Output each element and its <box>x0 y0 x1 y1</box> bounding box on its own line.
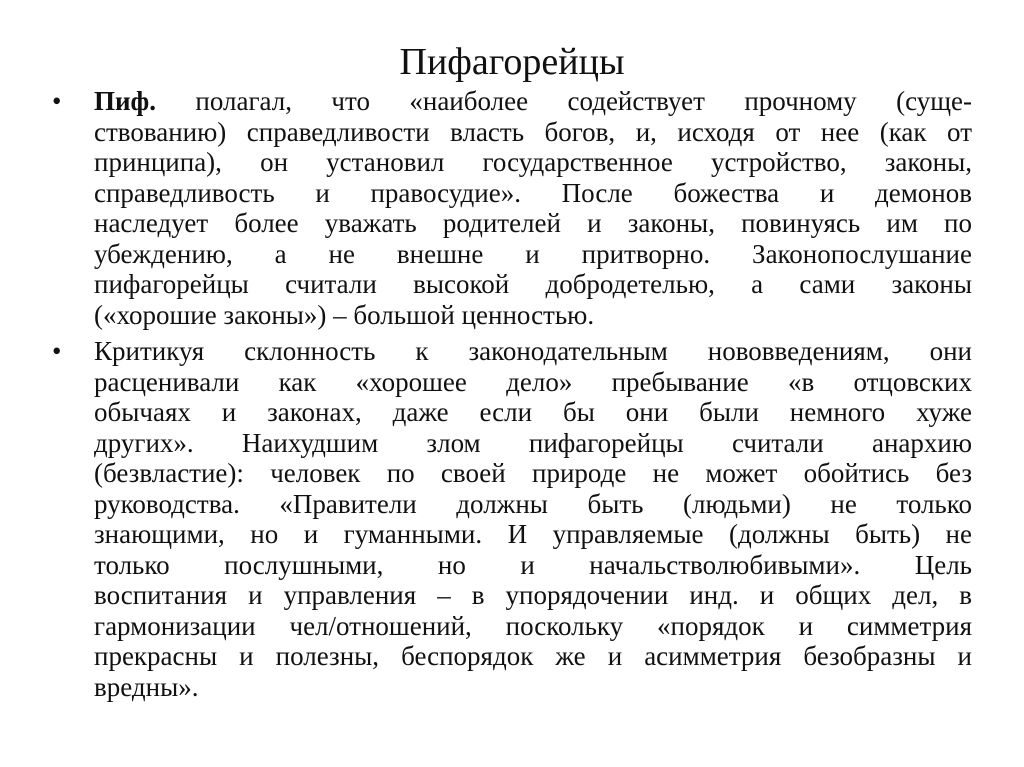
text-line <box>94 580 972 611</box>
paragraph-2 <box>94 336 972 702</box>
line-text: других». Наихудшим злом пифагорейцы считали анархию <box>94 427 972 458</box>
line-text: расценивали как «хорошее дело» пребывание «в отцовских <box>94 366 972 397</box>
line-text: руководства. «Правители должны быть (людьми) не только <box>94 488 972 519</box>
bullet-icon: • <box>52 336 62 366</box>
text-line <box>94 672 972 703</box>
line-text: («хорошие законы») – большой ценностью. <box>94 299 595 330</box>
text-line <box>94 428 972 459</box>
text-line <box>94 117 972 148</box>
text-line <box>94 489 972 520</box>
text-line <box>94 550 972 581</box>
line-text: гармонизации чел/отношений, поскольку «порядок и симметрия <box>94 610 972 641</box>
line-text: принципа), он установил государственное устройство, законы, <box>94 147 972 177</box>
paragraph-1 <box>94 86 972 330</box>
line-text: полагал, что «наиболее содействует прочному (суще- <box>156 86 972 116</box>
bold-lead: Пиф. <box>94 86 156 116</box>
text-line <box>94 367 972 398</box>
text-line <box>94 397 972 428</box>
line-text: ствованию) справедливости власть богов, и, исходя от нее (как от <box>94 116 972 147</box>
text-line <box>94 208 972 239</box>
line-text: воспитания и управления – в упорядочении инд. и общих дел, в <box>94 580 972 610</box>
text-line <box>94 239 972 270</box>
text-line <box>94 178 972 209</box>
line-text: знающими, но и гуманными. И управляемые (должны быть) не <box>94 519 972 549</box>
line-text: обычаях и законах, даже если бы они были немного хуже <box>94 397 972 427</box>
text-line <box>94 147 972 178</box>
line-text: справедливость и правосудие». После божества и демонов <box>94 177 972 208</box>
line-text: только послушными, но и начальстволюбивыми». Цель <box>94 549 972 580</box>
text-line <box>94 86 972 117</box>
bullet-icon: • <box>52 86 62 116</box>
line-text: убеждению, а не внешне и притворно. Законопослушание <box>94 238 972 269</box>
line-text: вредны». <box>94 671 199 702</box>
line-text: наследует более уважать родителей и законы, повинуясь им по <box>94 208 972 238</box>
text-line <box>94 519 972 550</box>
text-line <box>94 300 972 331</box>
line-text: прекрасны и полезны, беспорядок же и асимметрия безобразны и <box>94 641 972 671</box>
line-text: Критикуя склонность к законодательным нововведениям, они <box>94 336 972 366</box>
line-text: (безвластие): человек по своей природе не может обойтись без <box>94 458 972 488</box>
line-text: пифагорейцы считали высокой добродетелью, а сами законы <box>94 269 972 299</box>
text-line <box>94 458 972 489</box>
text-line <box>94 641 972 672</box>
slide-title: Пифагорейцы <box>399 41 625 83</box>
text-line <box>94 269 972 300</box>
text-line <box>94 336 972 367</box>
text-line <box>94 611 972 642</box>
